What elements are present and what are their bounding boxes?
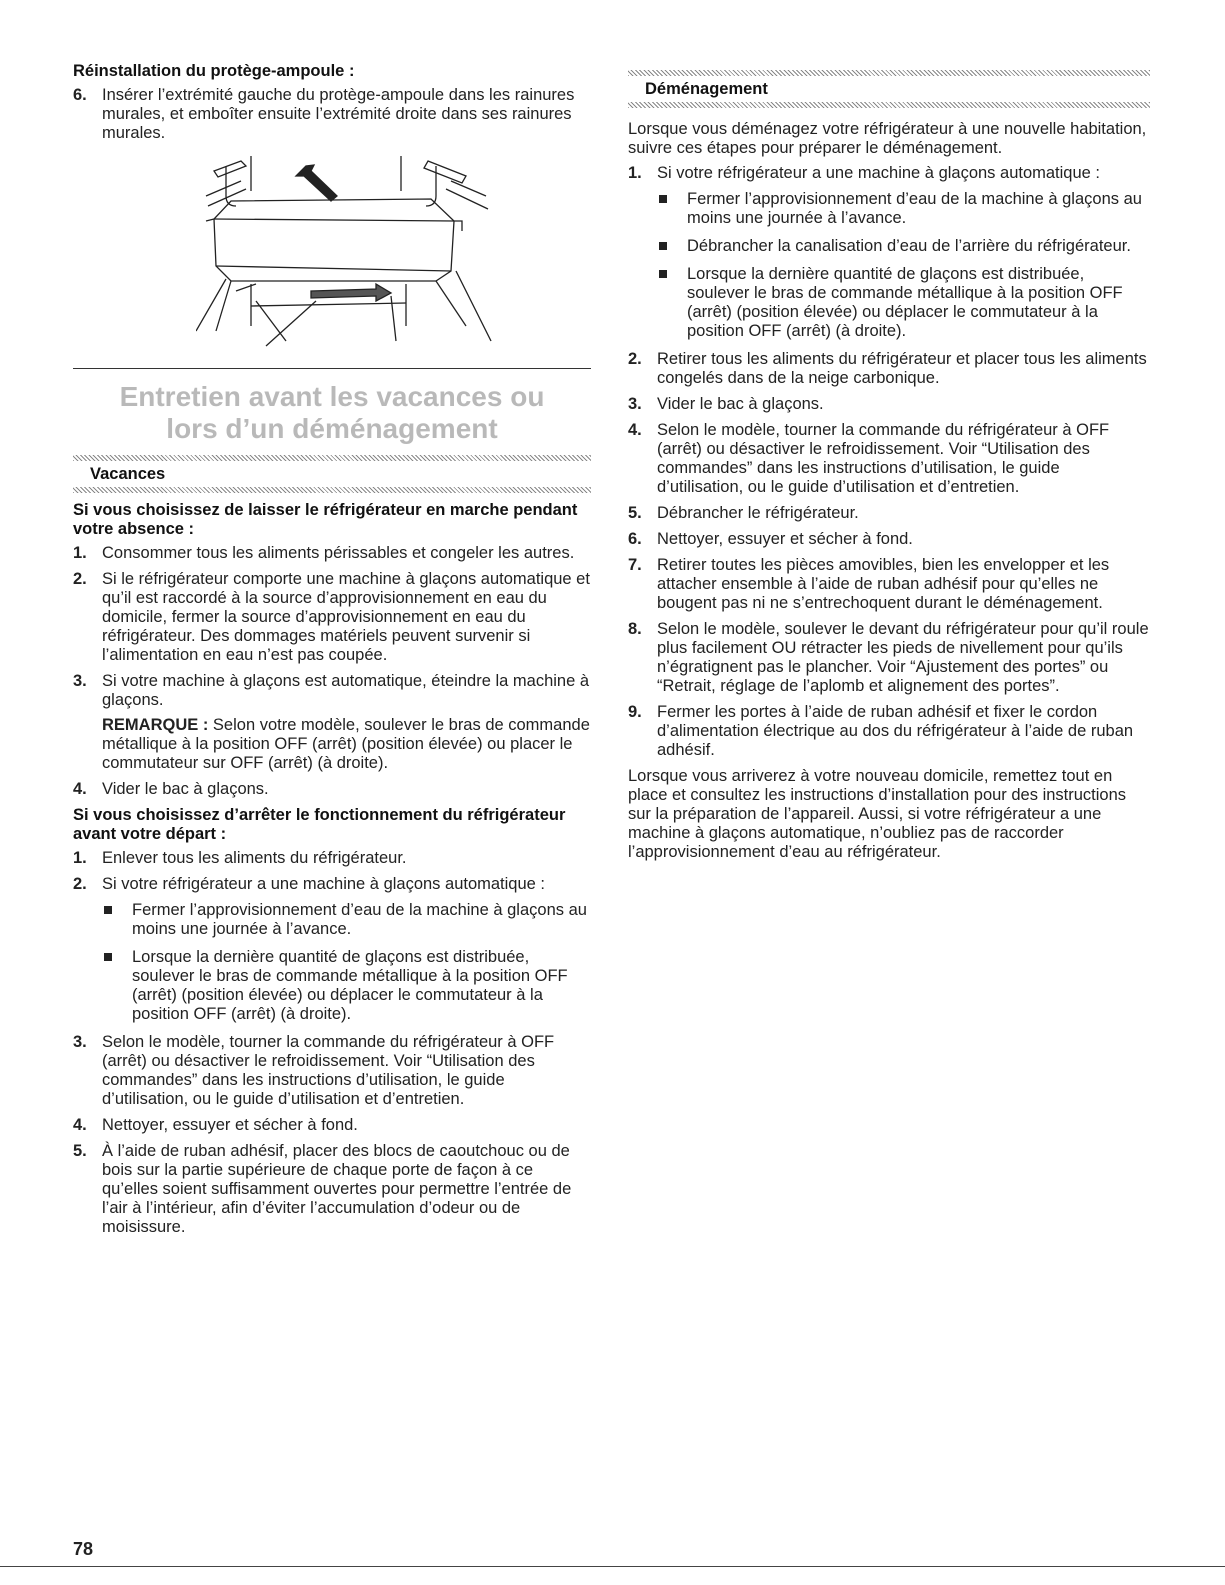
demenagement-subheading: Déménagement	[645, 80, 768, 98]
list-item: 3. Selon le modèle, tourner la commande du réfrigérateur à OFF (arrêt) ou désactiver le refroidissement. Voir “Utilisation des commandes” dans les instructions d’utilisation, le guide d’utilisation, ou le guide d’utilisation et d’entretien.	[73, 1033, 555, 1108]
list-item: 6. Nettoyer, essuyer et sécher à fond.	[628, 530, 913, 548]
reinstall-heading: Réinstallation du protège-ampoule :	[73, 62, 355, 80]
reinstall-steps	[73, 86, 591, 143]
demenagement-intro: Lorsque vous déménagez votre réfrigérateur à une nouvelle habitation, suivre ces étapes pour préparer le déménagement.	[628, 120, 1147, 157]
vacances-subheading: Vacances	[90, 465, 166, 483]
list-item: 6. Insérer l’extrémité gauche du protège-ampoule dans les rainures murales, et emboîter ensuite l’extrémité droite dans ses rainures murales.	[73, 86, 575, 142]
list-item: 3. Vider le bac à glaçons.	[628, 395, 824, 413]
bullet-square-icon	[659, 195, 667, 203]
list-item: 9. Fermer les portes à l’aide de ruban adhésif et fixer le cordon d’alimentation électrique au dos du réfrigérateur à l’aide de ruban adhésif.	[628, 703, 1134, 759]
demenagement-closing: Lorsque vous arriverez à votre nouveau domicile, remettez tout en place et consultez les instructions d’installation pour des instructions sur la préparation de l’appareil. Aussi, si votre réfrigérateur a une machine à glaçons automatique, n’oubliez pas de raccorder l’approvisionnement d’eau au réfrigérateur.	[628, 767, 1127, 861]
list-item: 8. Selon le modèle, soulever le devant du réfrigérateur pour qu’il roule plus facilement OU rétracter les pieds de nivellement pour qu’ils n’égratignent pas le plancher. Voir “Ajustement des portes” ou “Retrait, réglage de l’aplomb et alignement des portes”.	[628, 620, 1149, 695]
page-number: 78	[73, 1539, 94, 1559]
bullet-item: Fermer l’approvisionnement d’eau de la machine à glaçons au moins une journée à l’avance.	[657, 190, 1150, 228]
bullet-item: Lorsque la dernière quantité de glaçons est distribuée, soulever le bras de commande métallique à la position OFF (arrêt) (position élevée) ou déplacer le commutateur à la position OFF (arrêt) (à droite).	[657, 265, 1150, 341]
case1-heading: Si vous choisissez de laisser le réfrigérateur en marche pendant votre absence :	[73, 501, 578, 538]
list-item: 4. Nettoyer, essuyer et sécher à fond.	[73, 1116, 358, 1134]
list-item: 5. Débrancher le réfrigérateur.	[628, 504, 859, 522]
demenagement-steps	[628, 164, 1150, 760]
right-column	[628, 70, 1150, 862]
section-title: Entretien avant les vacances ou lors d’un déménagement	[119, 381, 545, 444]
list-item: 2. Si le réfrigérateur comporte une machine à glaçons automatique et qu’il est raccordé à la source d’approvisionnement en eau du domicile, fermer la source d’approvisionnement en eau du réfrigérateur. Des dommages matériels peuvent survenir si l’alimentation en eau n’est pas coupée.	[73, 570, 590, 664]
list-item: 1. Enlever tous les aliments du réfrigérateur.	[73, 849, 407, 867]
lamp-shield-illustration	[196, 151, 496, 366]
footer-divider	[0, 1566, 1225, 1567]
left-column	[73, 62, 591, 1244]
case2-steps	[73, 849, 591, 1237]
bullet-item: Débrancher la canalisation d’eau de l’arrière du réfrigérateur.	[657, 237, 1150, 256]
list-item: 4. Vider le bac à glaçons.	[73, 780, 269, 798]
bullet-item: Fermer l’approvisionnement d’eau de la machine à glaçons au moins une journée à l’avance.	[102, 901, 591, 939]
case1-steps	[73, 544, 591, 799]
list-item: 2. Retirer tous les aliments du réfrigérateur et placer tous les aliments congelés dans de la neige carbonique.	[628, 350, 1147, 387]
list-item: 5. À l’aide de ruban adhésif, placer des blocs de caoutchouc ou de bois sur la partie supérieure de chaque porte de façon à ce qu’elles soient suffisamment ouvertes pour permettre l’entrée de l’air à l’intérieur, afin d’éviter l’accumulation d’odeur ou de moisissure.	[73, 1142, 572, 1236]
list-item: 2. Si votre réfrigérateur a une machine à glaçons automatique : Fermer l’approvisionnement d’eau de la machine à glaçons au moins une journée à l’avance. Lorsque la dernière quantité de glaçons est distribuée, soulever le bras de commande métallique à la position OFF (arrêt) (position élevée) ou déplacer le commutateur à la position OFF (arrêt) (à droite).	[73, 875, 591, 1024]
list-item: 4. Selon le modèle, tourner la commande du réfrigérateur à OFF (arrêt) ou désactiver le refroidissement. Voir “Utilisation des commandes” dans les instructions d’utilisation, le guide d’utilisation, ou le guide d’utilisation et d’entretien.	[628, 421, 1110, 496]
list-item: 1. Consommer tous les aliments périssables et congeler les autres.	[73, 544, 575, 562]
remarque-note: REMARQUE : Selon votre modèle, soulever le bras de commande métallique à la position OFF (arrêt) (position élevée) ou placer le commutateur sur OFF (arrêt) (à droite).	[102, 716, 590, 772]
bullet-square-icon	[659, 270, 667, 278]
bullet-square-icon	[104, 906, 112, 914]
section-divider	[73, 368, 591, 369]
case2-heading: Si vous choisissez d’arrêter le fonctionnement du réfrigérateur avant votre départ :	[73, 806, 566, 843]
list-item: 7. Retirer toutes les pièces amovibles, bien les envelopper et les attacher ensemble à l’aide de ruban adhésif pour qu’elles ne bougent pas ni ne s’entrechoquent durant le déménagement.	[628, 556, 1110, 612]
hatch-bar	[73, 487, 591, 493]
bullet-square-icon	[104, 953, 112, 961]
bullet-item: Lorsque la dernière quantité de glaçons est distribuée, soulever le bras de commande métallique à la position OFF (arrêt) (position élevée) ou déplacer le commutateur à la position OFF (arrêt) (à droite).	[102, 948, 591, 1024]
bullet-square-icon	[659, 242, 667, 250]
list-item: 3. Si votre machine à glaçons est automatique, éteindre la machine à glaçons. REMARQUE : Selon votre modèle, soulever le bras de commande métallique à la position OFF (arrêt) (position élevée) ou placer le commutateur sur OFF (arrêt) (à droite).	[73, 672, 590, 772]
step1-bullets	[657, 190, 1150, 341]
hatch-bar	[628, 102, 1150, 108]
case2-bullets	[102, 901, 591, 1024]
list-item: 1. Si votre réfrigérateur a une machine à glaçons automatique : Fermer l’approvisionnement d’eau de la machine à glaçons au moins une journée à l’avance. Débrancher la canalisation d’eau de l’arrière du réfrigérateur. Lorsque la dernière quantité de glaçons est distribuée, soulever le bras de commande métallique à la position OFF (arrêt) (position élevée) ou déplacer le commutateur à la position OFF (arrêt) (à droite).	[628, 164, 1150, 341]
